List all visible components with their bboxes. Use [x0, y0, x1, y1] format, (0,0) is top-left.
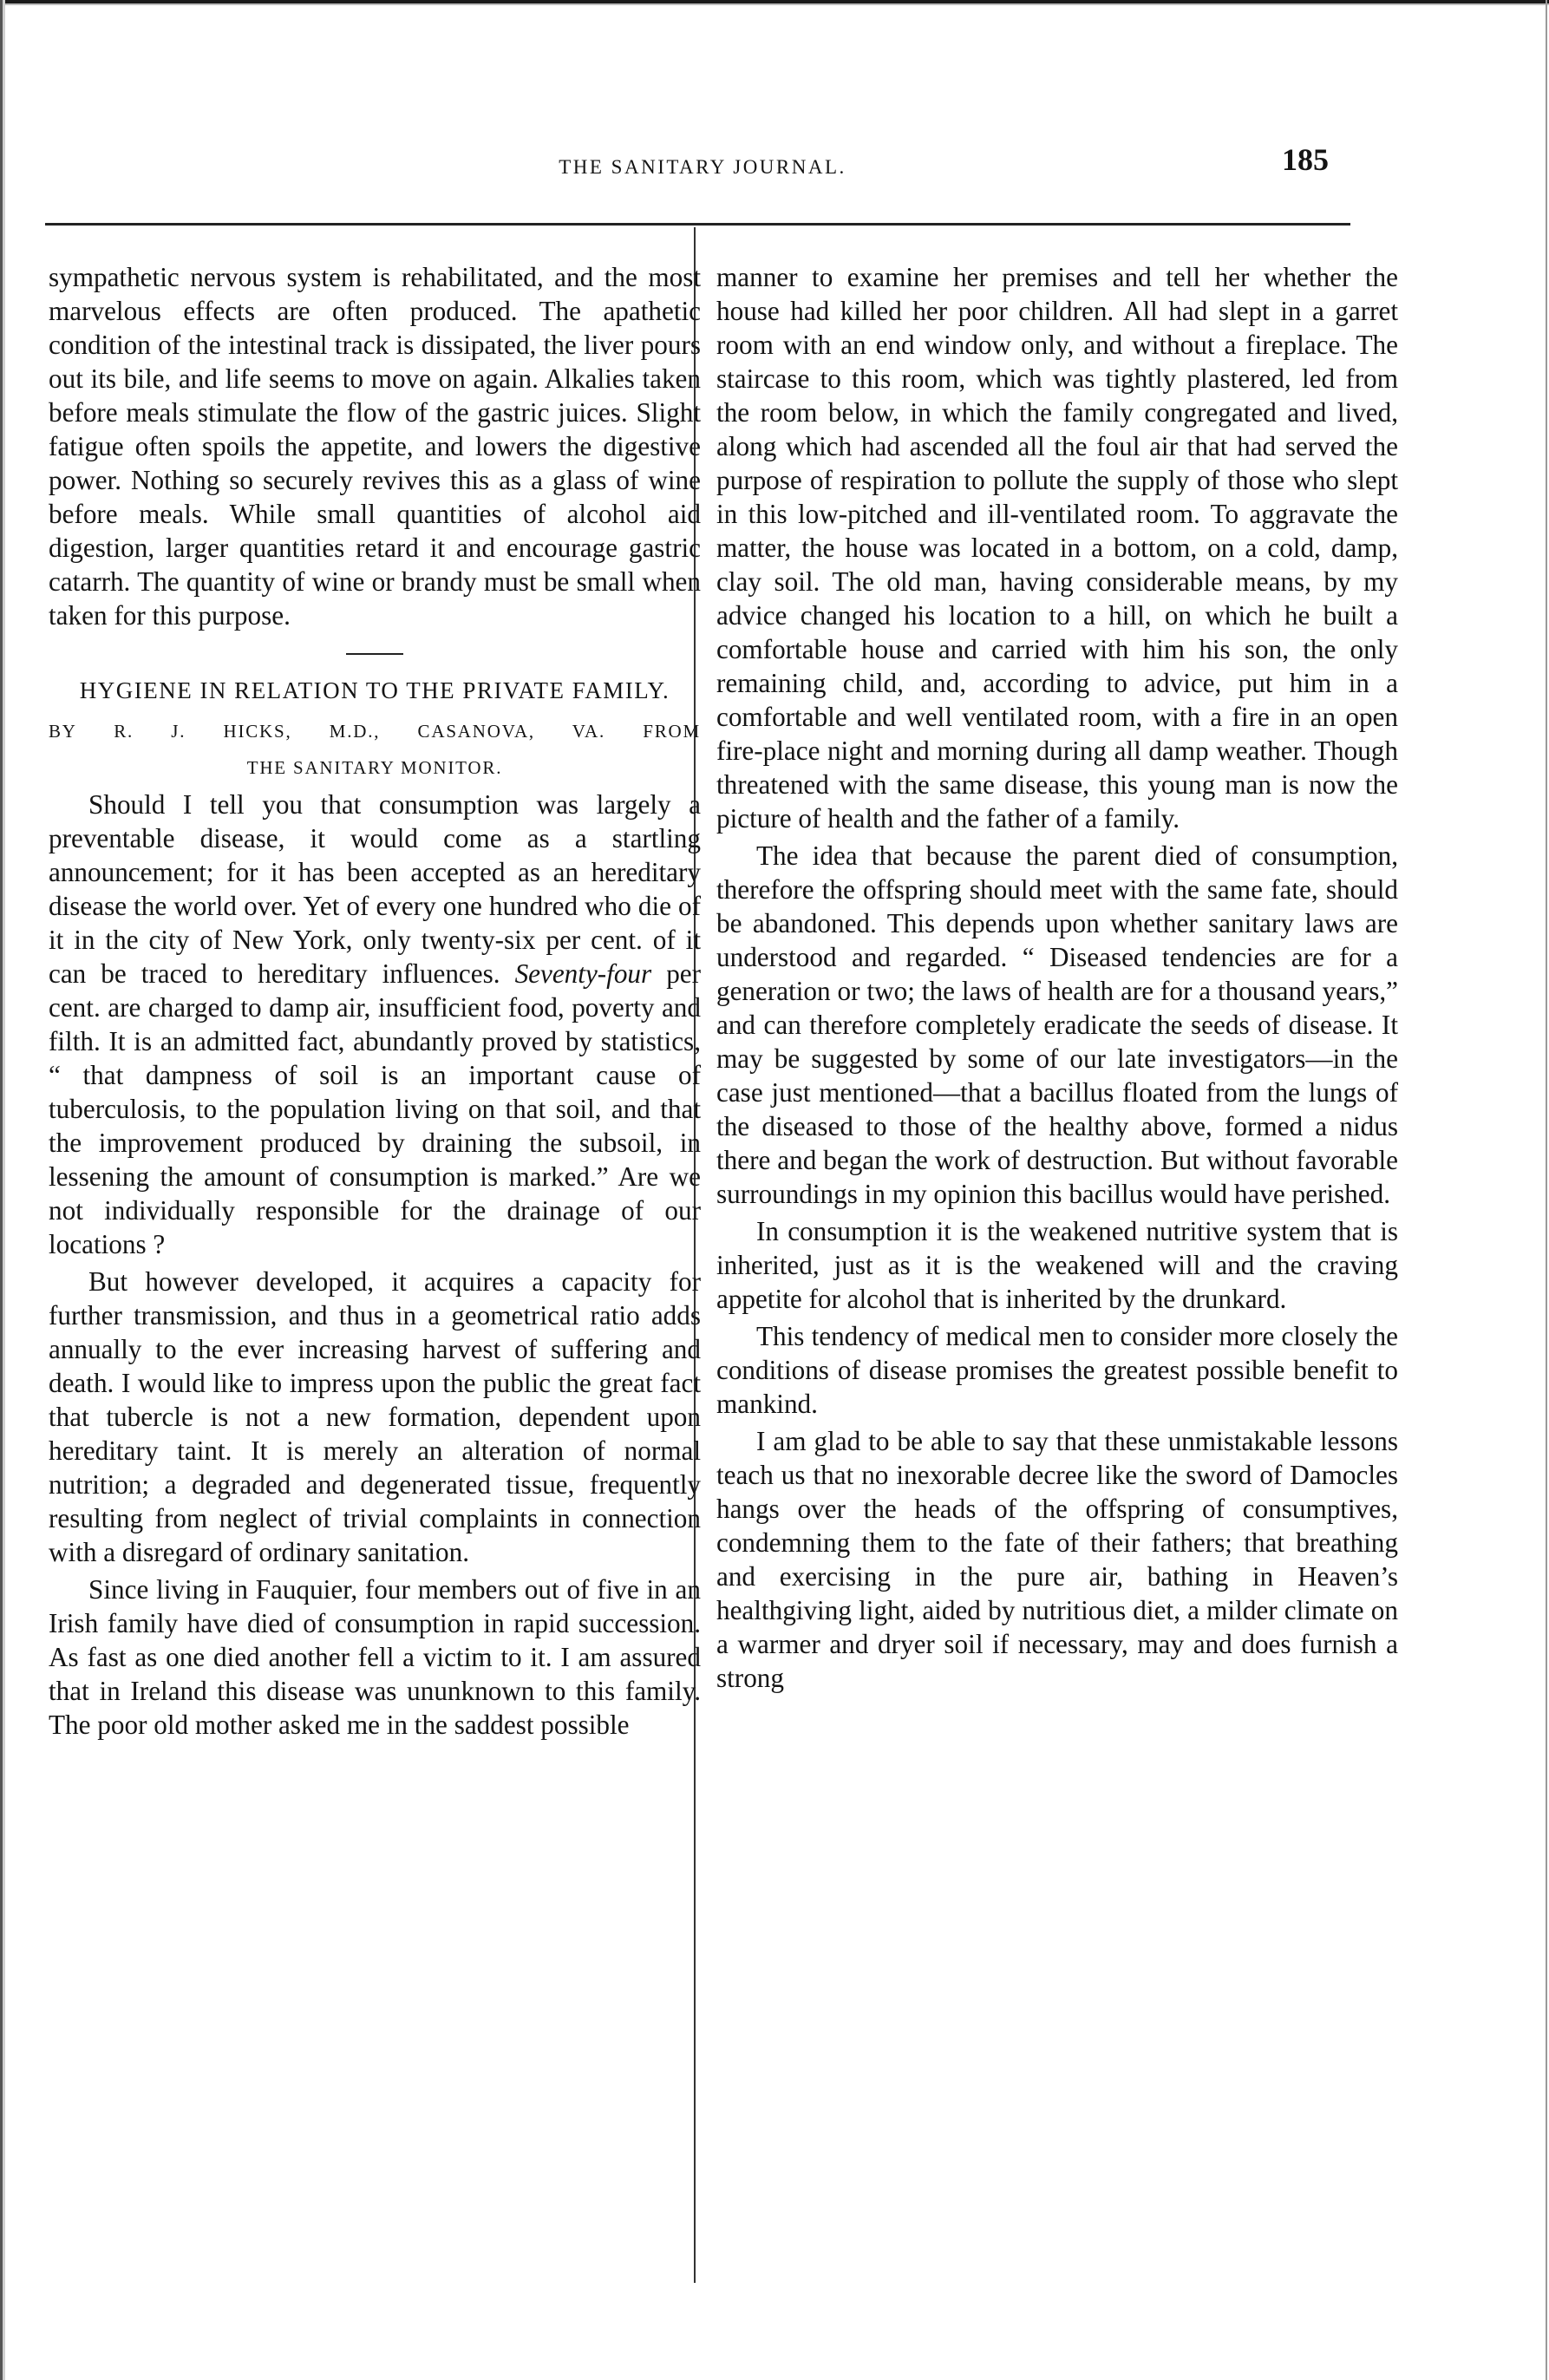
- header-rule: [45, 223, 1350, 226]
- byline-source: THE SANITARY MONITOR.: [246, 757, 503, 778]
- paragraph-text: and can therefore completely eradicate the seeds of disease. It may be suggested by some of our late investigators—in the case just mentioned—that a bacillus floated from the lungs of the diseased to those of the healthy above, formed a nidus there and began the work of destruction. But without favorable surroundings in my opinion this bacillus would have perished.: [716, 1010, 1398, 1209]
- paragraph-lessons: I am glad to be able to say that these unmistakable lessons teach us that no inexorable decree like the sword of Damocles hangs over the heads of the offspring of consumptives, condemning them to the fate of their fathers; that breathing and exercising in the pure air, bathing in Heaven’s healthgiving light, aided by nutritious diet, a milder climate on a warmer and dryer soil if necessary, may and does furnish a strong: [716, 1426, 1398, 1693]
- article-byline: [49, 718, 701, 781]
- running-title: THE SANITARY JOURNAL.: [559, 156, 846, 178]
- emphasis-text: Seventy-four: [514, 958, 652, 989]
- paragraph-continued: sympathetic nervous system is rehabilitated, and the most marvelous effects are often produced. The apathetic condition of the intestinal track is dissipated, the liver pours out its bile, and life seems to move on again. Alkalies taken before meals stimulate the flow of the gastric juices. Slight fatigue often spoils the appetite, and lowers the digestive power. Nothing so securely revives this as a glass of wine before meals. While small quantities of alcohol aid digestion, larger quantities retard it and encourage gastric catarrh. The quantity of wine or brandy must be small when taken for this purpose.: [49, 262, 701, 631]
- paragraph-continued: manner to examine her premises and tell her whether the house had killed her poor children. All had slept in a garret room with an end window only, and without a fireplace. The staircase to this room, which was tightly plastered, led from the room below, in which the family congregated and lived, along which had ascended all the foul air that had served the purpose of respiration to pollute the supply of those who slept in this low-pitched and ill-ventilated room. To aggravate the matter, the house was located in a bottom, on a cold, damp, clay soil. The old man, having considerable means, by my advice changed his location to a hill, on which he built a comfortable house and carried with him his son, the only remaining child, and, according to advice, put him in a comfortable and well ventilated room, with a fire in an open fire-place night and morning during all damp weather. Though threatened with the same disease, this young man is now the picture of health and the father of a family.: [716, 262, 1398, 834]
- paragraph-transmission: But however developed, it acquires a capacity for further transmission, and thus in a geometrical ratio adds annually to the ever increasing harvest of suffering and death. I would like to impress upon the public the great fact that tubercle is not a new formation, dependent upon hereditary taint. It is merely an alteration of normal nutrition; a degraded and degenerated tissue, frequently resulting from neglect of trivial complaints in connection with a disregard of ordinary sanitation.: [49, 1266, 701, 1567]
- paragraph-heredity-idea: [716, 839, 1398, 1211]
- left-column: [49, 260, 701, 1745]
- paragraph-text: The idea that because the parent died of consumption, therefore the offspring should meet with the same fate, should be abandoned. This depends upon whether sanitary laws are understood and regarded.: [716, 840, 1398, 972]
- page-number: 185: [1282, 142, 1329, 177]
- right-column: [716, 260, 1398, 1698]
- quotation-text: “ Diseased tendencies are for a generation or two; the laws of health are for a thousand years,”: [716, 942, 1399, 1006]
- paragraph-fauquier: Since living in Fauquier, four members out of five in an Irish family have died of consumption in rapid succession. As fast as one died another fell a victim to it. I am assured that in Ireland this disease was ununknown to this family. The poor old mother asked me in the saddest possible: [49, 1574, 701, 1740]
- paragraph-text: per cent. are charged to damp air, insufficient food, poverty and filth. It is an admitted fact, abundantly proved by statistics, “ that dampness of soil is an important cause of tuberculosis, to the population living on that soil, and that the improvement produced by draining the subsoil, in lessening the amount of consumption is marked.” Are we not individually responsible for the drainage of our locations ?: [49, 958, 702, 1259]
- left-scan-edge: [0, 0, 9, 2380]
- article-title: HYGIENE IN RELATION TO THE PRIVATE FAMILY.: [79, 677, 670, 703]
- right-scan-edge: [1542, 0, 1549, 2380]
- paragraph-nutritive-system: In consumption it is the weakened nutritive system that is inherited, just as it is the weakened will and the craving appetite for alcohol that is inherited by the drunkard.: [716, 1216, 1398, 1314]
- paragraph-medical-tendency: This tendency of medical men to consider more closely the conditions of disease promises the greatest possible benefit to mankind.: [716, 1321, 1398, 1419]
- paragraph-consumption: [49, 788, 701, 1261]
- section-divider: [346, 653, 403, 655]
- top-edge-rule: [0, 0, 1549, 9]
- paragraph-text: Should I tell you that consumption was largely a preventable disease, it would come as a startling announcement; for it has been accepted as an hereditary disease the world over. Yet of every one hundred who die of it in the city of New York, only twenty-six per cent. of it can be traced to hereditary influences.: [49, 789, 701, 989]
- byline-author: BY R. J. HICKS, M.D., CASANOVA, VA. FROM: [49, 721, 701, 742]
